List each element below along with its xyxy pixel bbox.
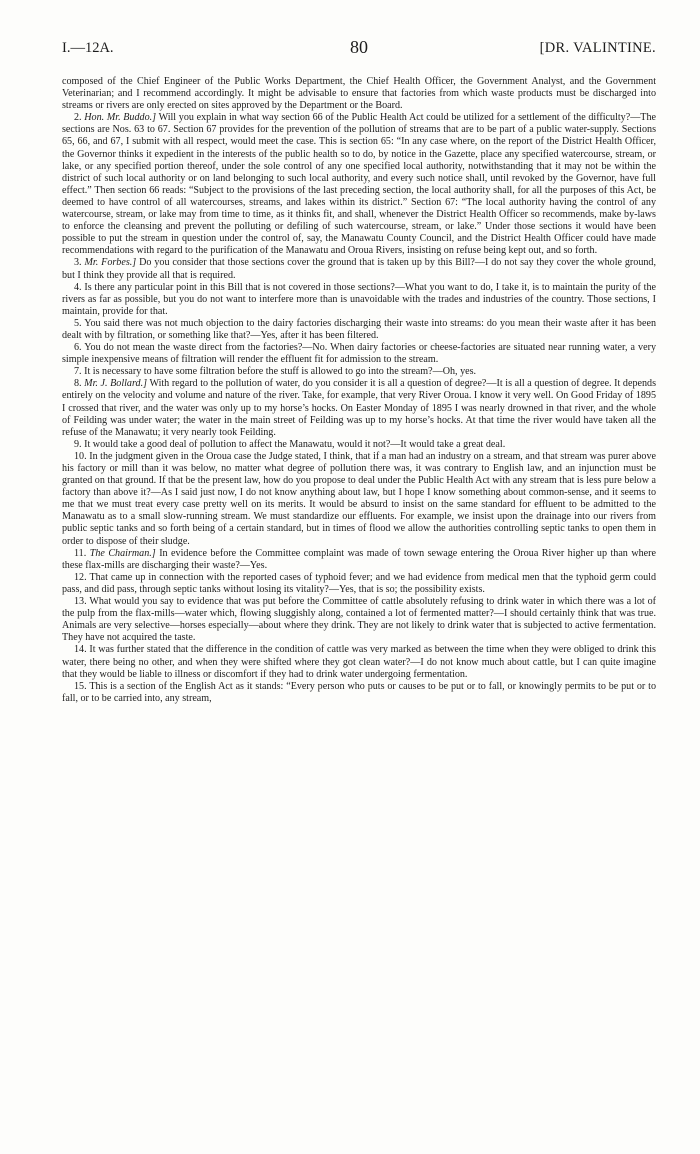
question-number: 4.	[74, 281, 82, 293]
question-text: You said there was not much objection to the dairy factories discharging their waste into streams: do you mean their waste after it has been dealt with by filtration, or something like that?—Yes, after it has been filtered.	[62, 317, 656, 341]
parliamentary-paper-ref: I.—12A.	[62, 40, 114, 56]
speaker-label: Hon. Mr. Buddo.]	[84, 112, 157, 124]
question-7	[62, 366, 656, 378]
question-3	[62, 257, 656, 281]
question-number: 6.	[74, 342, 82, 354]
question-text: In evidence before the Committee complaint was made of town sewage entering the Oroua River higher up than where these flax-mills are discharging their waste?—Yes.	[62, 547, 656, 571]
question-12	[62, 572, 656, 596]
question-5	[62, 318, 656, 342]
question-9	[62, 439, 656, 451]
question-2	[62, 112, 656, 257]
question-text: Do you consider that those sections cover the ground that is taken up by this Bill?—I do not say they cover the whole ground, but I think they provide all that is required.	[62, 257, 657, 281]
paragraph-0	[62, 76, 656, 112]
question-number: 11.	[74, 547, 87, 559]
question-15	[62, 681, 656, 705]
question-text: With regard to the pollution of water, do you consider it is all a question of degree?—It is all a question of degree. It depends entirely on the velocity and volume and nature of the river. Take, for example, that very River Oroua. I know it very well. On Good Friday of 1895 I crossed that river, and the water was only up to my horse’s hocks. On Easter Monday of 1895 I was nearly drowned in that river, and the whole of Feilding was under water; the water in the main street of Feilding was up to my horse’s hocks. At that time the river would have taken all the refuse of the Manawatu; it very nearly took Feilding.	[62, 378, 656, 438]
question-number: 15.	[74, 680, 87, 692]
question-text: You do not mean the waste direct from the factories?—No. When dairy factories or cheese-factories are situated near running water, a very simple inexpensive means of filtration will render the effluent fit for admission to the stream.	[62, 342, 656, 366]
question-number: 14.	[74, 644, 87, 656]
question-text: It was further stated that the difference in the condition of cattle was very marked as between the time when they were obliged to drink this water, there being no other, and when they were shifted where they got clean water?—I do not know much about cattle, but I can quite imagine that they would be liable to illness or discomfort if they had to drink water undergoing fermentation.	[62, 644, 656, 680]
question-text: Is there any particular point in this Bill that is not covered in those sections?—What you want to do, I take it, is to maintain the purity of the rivers as far as possible, but you do not want to interfere more than is unavoidable with the trades and industries of the country. Those sections, I maintain, provide for that.	[62, 281, 656, 317]
question-text: It is necessary to have some filtration before the stuff is allowed to go into the stream?—Oh, yes.	[84, 366, 477, 378]
question-text: In the judgment given in the Oroua case the Judge stated, I think, that if a man had an industry on a stream, and that stream was purer above his factory or mill than it was below, no matter what degree of pollution there was, it was contrary to English law, and an injunction must be granted on that ground. If that be the present law, how do you propose to deal under the Public Health Act with any stream that is less pure below a factory than above it?—As I said just now, I do not know anything about law, but I hope I know something about common-sense, and it seems to me that we must treat every case pretty well on its merits. It would be absurd to insist on the same standard for effluent to be admitted to the Manawatu as to a small slow-running stream. We must standardize our effluents. For example, we insist upon the drainage into our rivers from public septic tanks and so forth being of a certain standard, but in times of flood we allow the authorities controlling septic tanks to open them in order to dispose of their sludge.	[62, 450, 656, 547]
question-number: 10.	[74, 450, 87, 462]
witness-name: [DR. VALINTINE.	[539, 40, 656, 56]
document-body	[62, 76, 656, 705]
question-number: 3.	[74, 257, 82, 269]
speaker-label: The Chairman.]	[89, 547, 156, 559]
question-number: 5.	[74, 317, 82, 329]
question-14	[62, 644, 656, 680]
question-4	[62, 282, 656, 318]
question-8	[62, 378, 656, 438]
question-number: 9.	[74, 438, 82, 450]
question-6	[62, 342, 656, 366]
question-13	[62, 596, 656, 644]
question-number: 13.	[74, 596, 87, 608]
paragraph-text: composed of the Chief Engineer of the Public Works Department, the Chief Health Officer, the Government Analyst, and the Government Veterinarian; and I recommend accordingly. It might be advisable to ensure that factories from which waste products must be discharged into streams or rivers are only erected on sites approved by the Department or the Board.	[62, 76, 656, 112]
question-text: Will you explain in what way section 66 of the Public Health Act could be utilized for a settlement of the difficulty?—The sections are Nos. 63 to 67. Section 67 provides for the prevention of the pollution of streams that are to be part of a public water-supply. Sections 65, 66, and 67, I submit with all respect, would meet the case. This is section 65: “In any case where, on the report of the District Health Officer, the Governor thinks it expedient in the interests of the public health so to do, by notice in the Gazette, place any specified watercourse, stream, or lake, or any specified portion thereof, under the sole control of any one specified local authority, notwithstanding that it may not be within the district of such local authority or on land belonging to such local authority, and every such notice shall, until revoked by the Governor, have full effect.” Then section 66 reads: “Subject to the provisions of the last preceding section, the local authority shall, for all the purposes of this Act, be deemed to have control of all watercourses, streams, and lakes within its district.” Section 67: “The local authority having the control of any watercourse, stream, or lake may from time to time, as it thinks fit, and shall, whenever the District Health Officer so recommends, make by-laws to enforce the cleansing and prevent the polluting or defiling of such watercourse, stream, or lake.” Under those sections it would have been possible to put the stream in question under the control of, say, the Manawatu County Council, and the District Health Officer could have made recommendations with regard to the purification of the Manawatu and Oroua Rivers, insisting on refuse being kept out, and so forth.	[62, 112, 656, 257]
speaker-label: Mr. Forbes.]	[84, 257, 137, 269]
page-header	[62, 37, 656, 64]
question-text: It would take a good deal of pollution to affect the Manawatu, would it not?—It would take a great deal.	[84, 438, 506, 450]
page-number: 80	[350, 37, 368, 57]
question-text: This is a section of the English Act as it stands: “Every person who puts or causes to be put or to fall, or knowingly permits to be put or to fall, or to be carried into, any stream,	[62, 680, 657, 704]
question-number: 7.	[74, 366, 82, 378]
question-11	[62, 548, 656, 572]
question-number: 8.	[74, 378, 82, 390]
speaker-label: Mr. J. Bollard.]	[84, 378, 148, 390]
question-text: What would you say to evidence that was put before the Committee of cattle absolutely refusing to drink water in which there was a lot of the pulp from the flax-mills—water which, flowing sluggishly along, contained a lot of fermented matter?—I should certainly think that was true. Animals are very selective—horses especially—about where they drink. They are not likely to drink water that is subjected to active fermentation. They have not acquired the taste.	[62, 596, 656, 644]
question-number: 12.	[74, 571, 87, 583]
question-10	[62, 451, 656, 548]
question-text: That came up in connection with the reported cases of typhoid fever; and we had evidence from medical men that the typhoid germ could pass, and did pass, through septic tanks without losing its vitality?—Yes, that is so; the possibility exists.	[62, 571, 657, 595]
question-number: 2.	[74, 112, 82, 124]
